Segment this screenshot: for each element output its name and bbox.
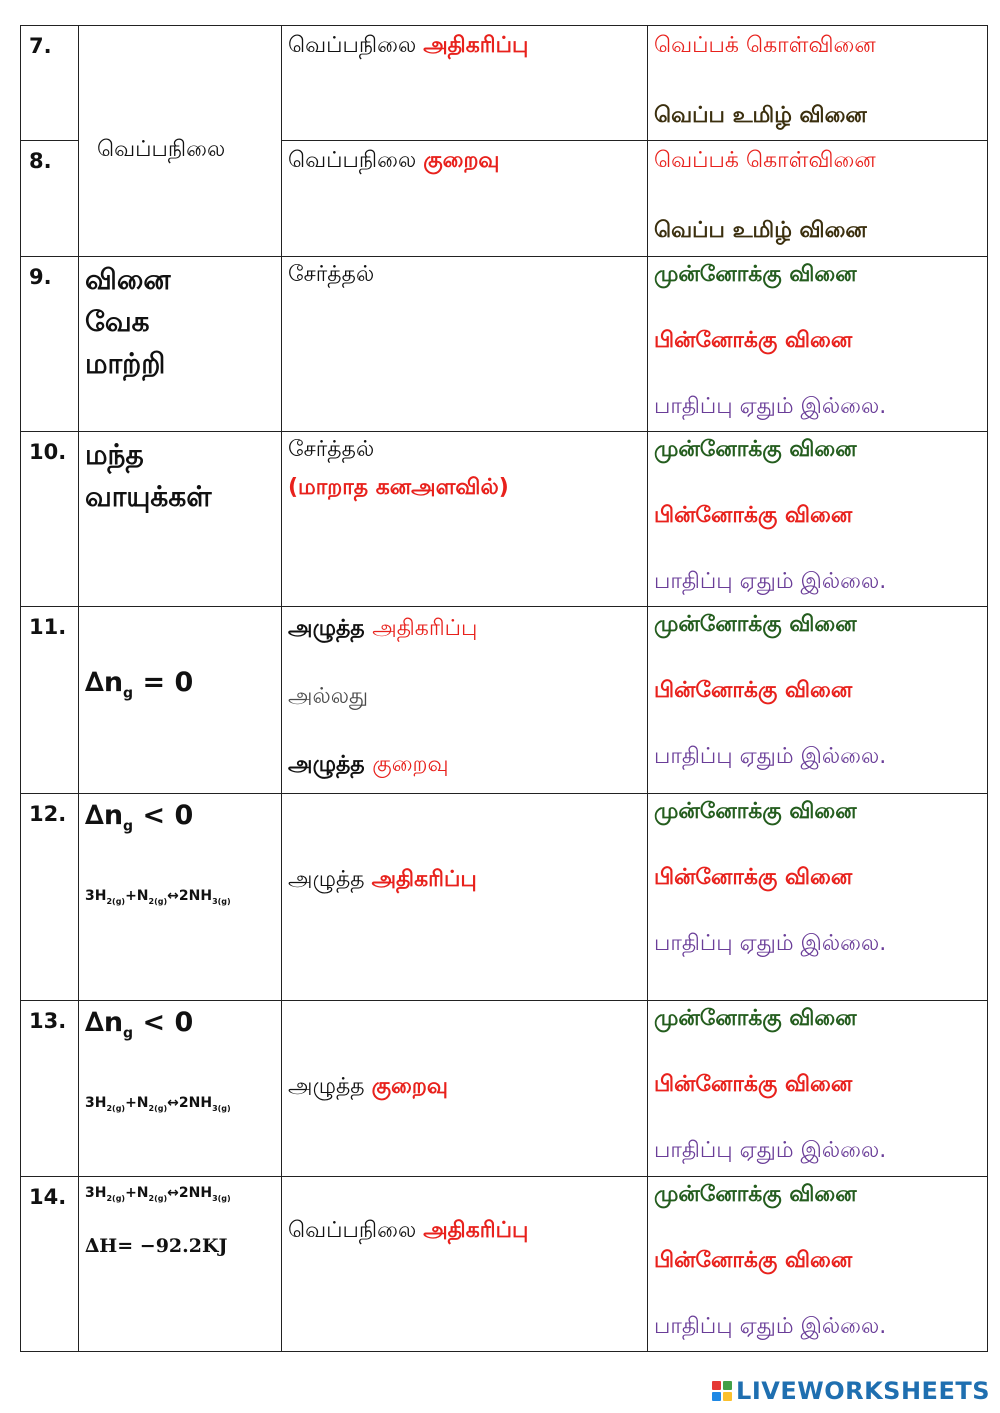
factor-line: வாயுக்கள் [85,480,212,513]
table-row [21,1001,988,1177]
effect-none: பாதிப்பு ஏதும் இல்லை. [654,744,887,769]
row-number: 12. [29,802,67,826]
table-row [21,794,988,1001]
effect-endothermic: வெப்பக் கொள்வினை [654,33,876,58]
factor-cell [79,432,282,607]
change-emphasis: அதிகரிப்பு [423,33,529,58]
factor-cell [79,257,282,432]
effect-backward: பின்னோக்கு வினை [654,1072,853,1097]
change-cell [282,432,648,607]
change-emphasis: அதிகரிப்பு [372,616,478,641]
effect-none: பாதிப்பு ஏதும் இல்லை. [654,569,887,594]
row-number: 14. [29,1185,67,1209]
effect-backward: பின்னோக்கு வினை [654,503,853,528]
change-note: (மாறாத கனஅளவில்) [288,475,509,500]
effect-cell [648,794,988,1001]
row-number: 11. [29,615,67,639]
effect-backward: பின்னோக்கு வினை [654,328,853,353]
ammonia-equation: $3H_{2(g)}+N_{2(g)}\leftrightarrow 2NH_{3(g)}$ [85,1095,231,1113]
change-cell [282,141,648,257]
effect-cell [648,257,988,432]
ammonia-equation: $3H_{2(g)}+N_{2(g)}\leftrightarrow 2NH_{3(g)}$ [85,888,231,906]
effect-forward: முன்னோக்கு வினை [654,612,857,637]
effect-forward: முன்னோக்கு வினை [654,437,857,462]
effect-backward: பின்னோக்கு வினை [654,1248,853,1273]
effect-forward: முன்னோக்கு வினை [654,1182,857,1207]
effect-forward: முன்னோக்கு வினை [654,262,857,287]
change-text: அழுத்த [288,867,372,892]
row-number: 9. [29,265,52,289]
change-emphasis: குறைவு [423,148,500,173]
change-text: அழுத்த [288,1074,372,1099]
delta-ng-expression: $\Delta n_g < 0$ [85,800,194,835]
factor-line: மந்த [85,438,144,471]
factor-cell-temperature [79,26,282,257]
equilibrium-factors-table [20,25,988,1352]
row-number: 13. [29,1009,67,1033]
liveworksheets-logo[interactable] [712,1377,990,1405]
change-emphasis: அதிகரிப்பு [371,867,477,892]
effect-none: பாதிப்பு ஏதும் இல்லை. [654,1138,887,1163]
effect-endothermic: வெப்பக் கொள்வினை [654,148,876,173]
factor-line: மாற்றி [85,347,166,380]
change-cell [282,1001,648,1177]
change-text: சேர்த்தல் [288,437,375,462]
effect-forward: முன்னோக்கு வினை [654,799,857,824]
effect-none: பாதிப்பு ஏதும் இல்லை. [654,931,887,956]
factor-line: வினை [85,263,171,296]
change-text: வெப்பநிலை [288,33,424,58]
effect-cell [648,432,988,607]
factor-cell [79,794,282,1001]
effect-exothermic: வெப்ப உமிழ் வினை [654,218,867,243]
change-emphasis: குறைவு [371,1074,448,1099]
enthalpy-change: ∆H= −92.2KJ [85,1235,228,1257]
logo-mark-icon [712,1381,732,1401]
factor-cell [79,607,282,794]
effect-forward: முன்னோக்கு வினை [654,1006,857,1031]
table-row [21,432,988,607]
effect-backward: பின்னோக்கு வினை [654,678,853,703]
effect-cell [648,141,988,257]
row-number: 8. [29,149,52,173]
change-cell [282,607,648,794]
effect-backward: பின்னோக்கு வினை [654,865,853,890]
factor-label: வெப்பநிலை [97,137,226,162]
table-row [21,607,988,794]
change-text: வெப்பநிலை [288,148,424,173]
effect-cell [648,607,988,794]
change-cell [282,794,648,1001]
effect-none: பாதிப்பு ஏதும் இல்லை. [654,1314,887,1339]
change-cell [282,257,648,432]
factor-cell [79,1001,282,1177]
effect-exothermic: வெப்ப உமிழ் வினை [654,103,867,128]
effect-cell [648,26,988,141]
table-row [21,1177,988,1352]
factor-cell [79,1177,282,1352]
delta-ng-expression: $\Delta n_g = 0$ [85,667,194,702]
effect-none: பாதிப்பு ஏதும் இல்லை. [654,394,887,419]
delta-ng-expression: $\Delta n_g < 0$ [85,1007,194,1042]
table-row [21,257,988,432]
effect-cell [648,1001,988,1177]
change-text: வெப்பநிலை [288,1218,424,1243]
change-cell [282,1177,648,1352]
row-number: 7. [29,34,52,58]
change-or: அல்லது [288,684,369,709]
ammonia-equation: $3H_{2(g)}+N_{2(g)}\leftrightarrow 2NH_{3(g)}$ [85,1185,231,1203]
change-text: அழுத்த [288,752,373,777]
change-text: சேர்த்தல் [288,262,375,287]
row-number: 10. [29,440,67,464]
change-text: அழுத்த [288,616,373,641]
table-row [21,26,988,141]
change-cell [282,26,648,141]
change-emphasis: அதிகரிப்பு [423,1218,529,1243]
factor-line: வேக [85,305,150,338]
change-emphasis: குறைவு [372,752,449,777]
effect-cell [648,1177,988,1352]
logo-text: LIVEWORKSHEETS [736,1377,990,1405]
